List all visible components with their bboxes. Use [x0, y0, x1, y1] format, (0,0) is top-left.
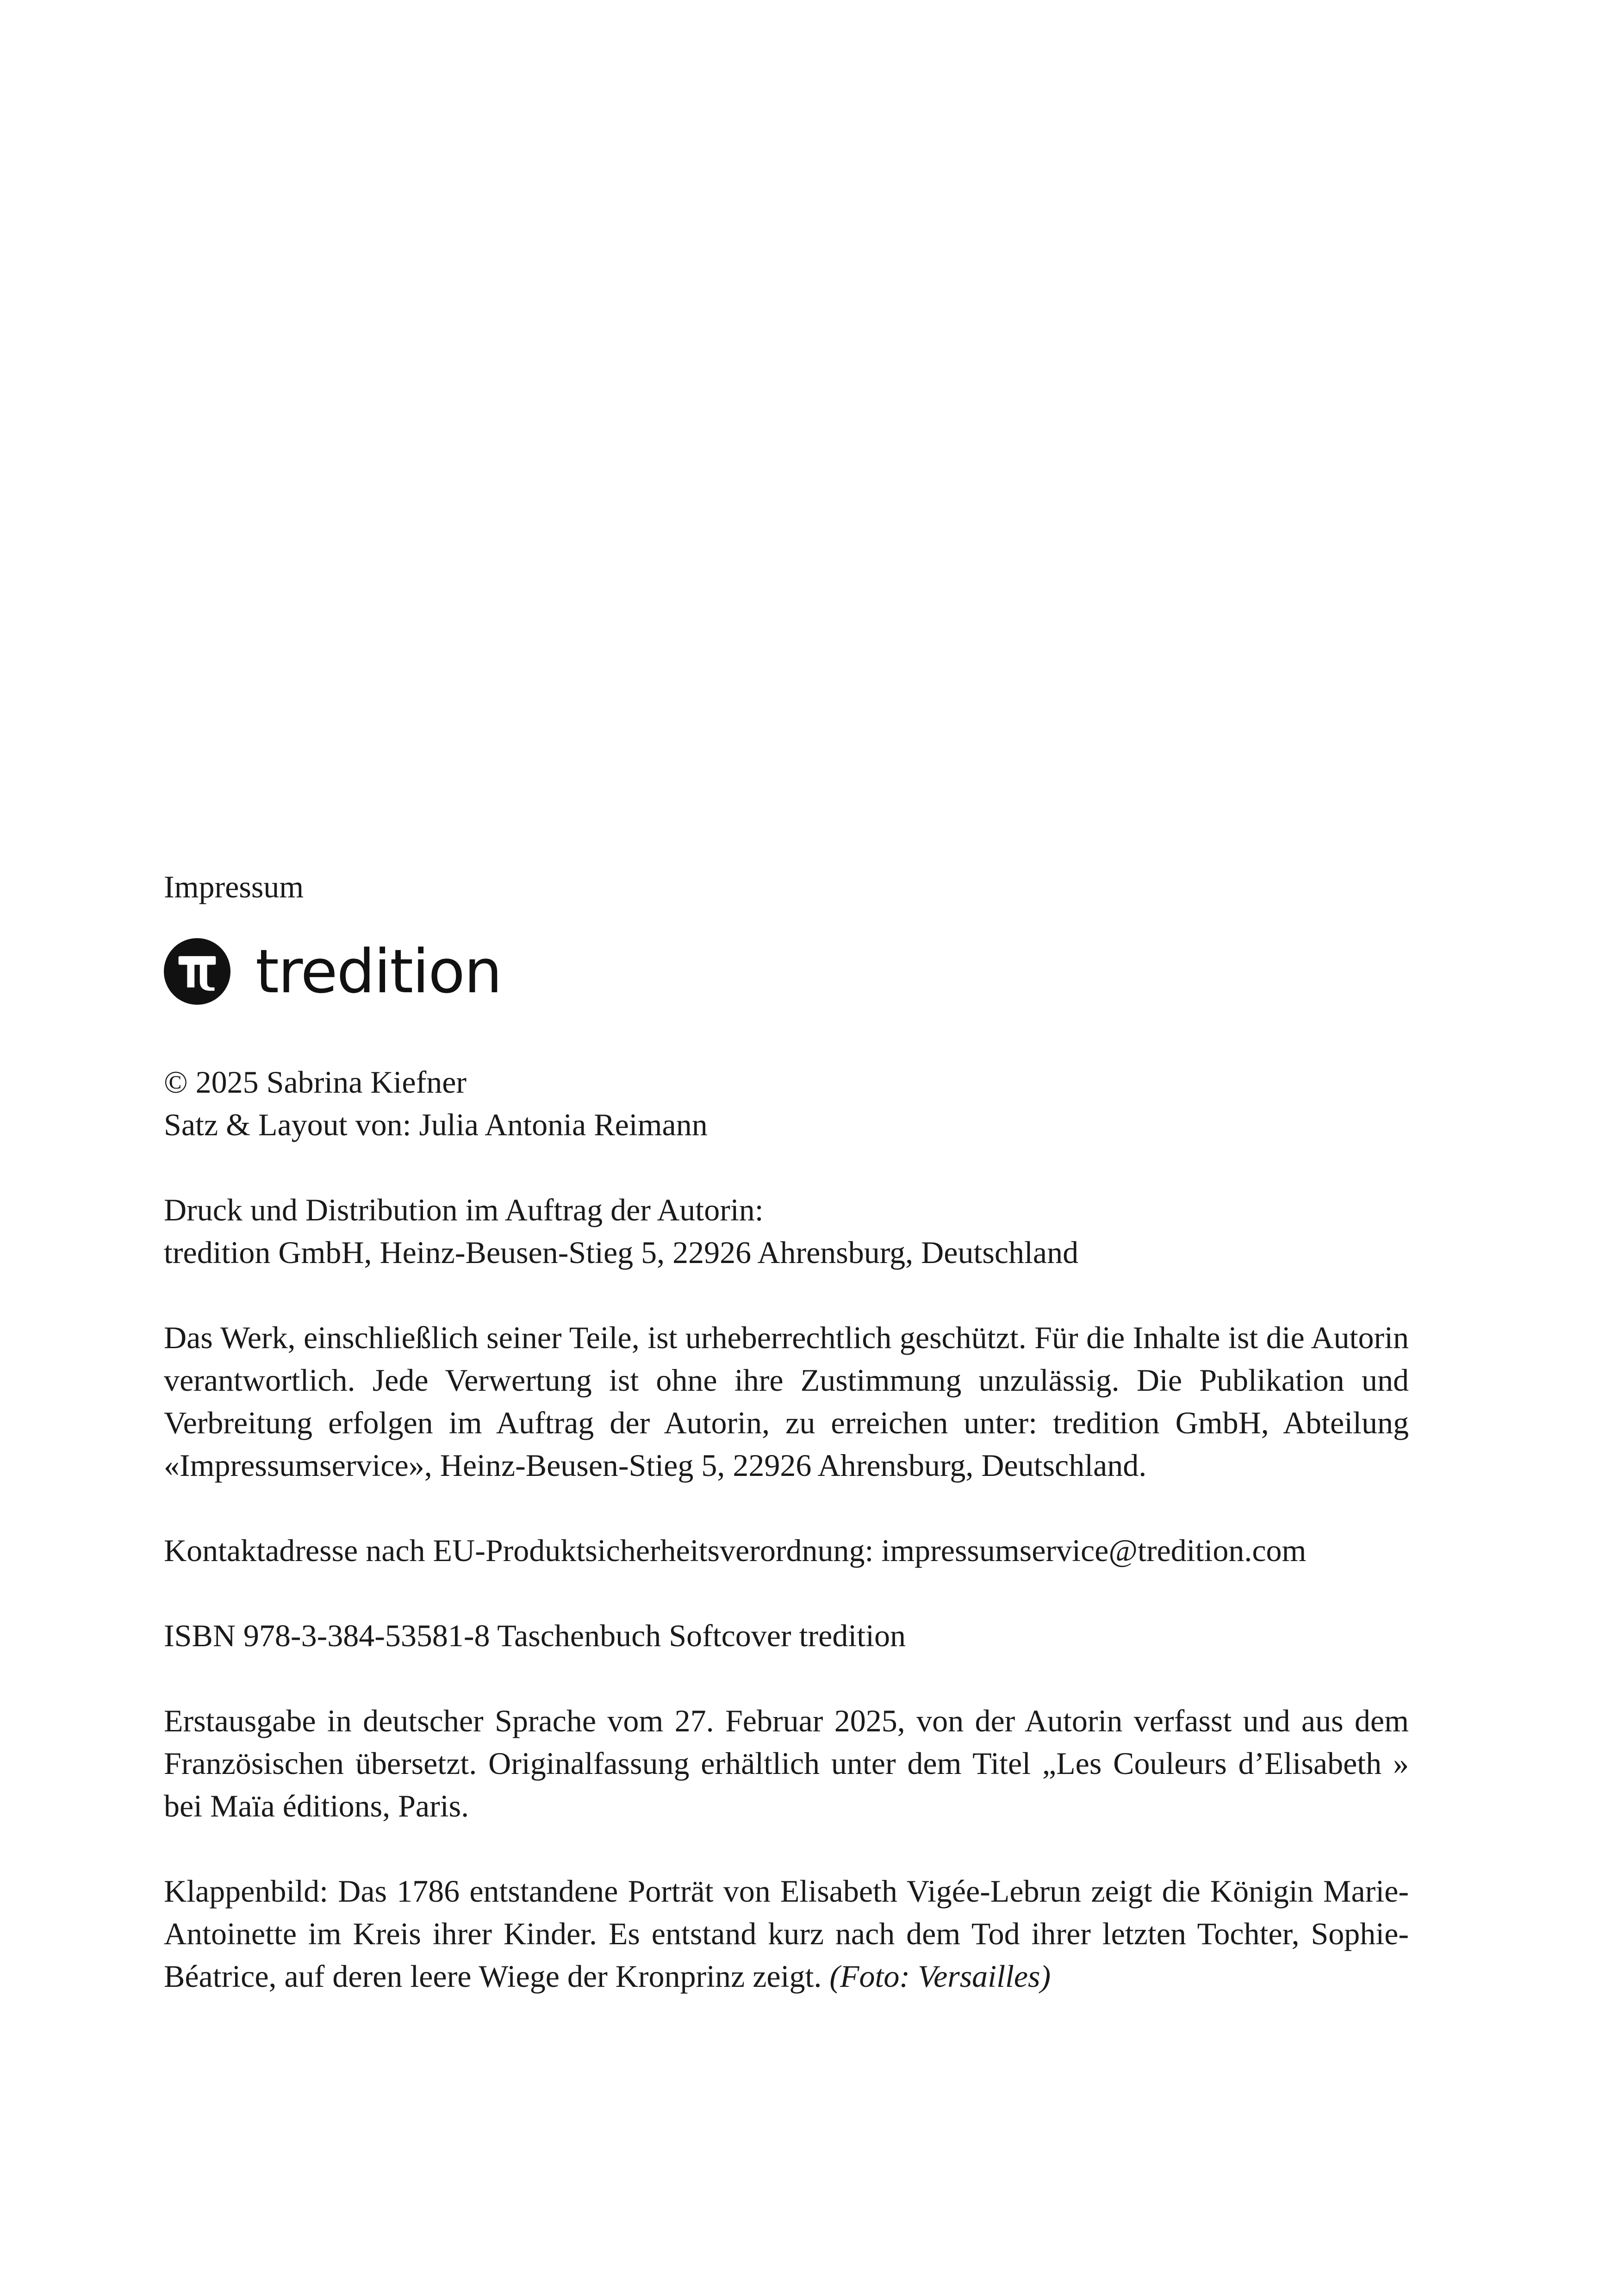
product-safety-contact: Kontaktadresse nach EU-Produktsicherheitsverordnung: impressumservice@tredition.com: [164, 1533, 1307, 1568]
imprint-page: [164, 865, 1409, 1997]
print-distribution-block: [164, 1188, 1409, 1274]
copyright-block: [164, 1061, 1409, 1146]
cover-image-description: Klappenbild: Das 1786 entstandene Porträt von Elisabeth Vigée-Lebrun zeigt die Königin Marie-Antoinette im Kreis ihrer Kinder. Es entstand kurz nach dem Tod ihrer letzten Tochter, Sophie-Béatrice, auf deren leere Wiege der Kronprinz zeigt.: [164, 1873, 1409, 1994]
copyright-line: © 2025 Sabrina Kiefner: [164, 1064, 467, 1100]
isbn-line: ISBN 978-3-384-53581-8 Taschenbuch Softcover tredition: [164, 1618, 906, 1653]
cover-image-note: [164, 1870, 1409, 1997]
publisher-logo: [164, 937, 1409, 1006]
imprint-heading: Impressum: [164, 869, 304, 904]
layout-credit-line: Satz & Layout von: Julia Antonia Reimann: [164, 1107, 708, 1142]
tredition-logo-icon: [164, 938, 230, 1005]
photo-credit: (Foto: Versailles): [829, 1959, 1051, 1994]
print-distribution-label: Druck und Distribution im Auftrag der Autorin:: [164, 1192, 764, 1227]
tredition-wordmark: tredition: [255, 936, 502, 1007]
publisher-address: tredition GmbH, Heinz-Beusen-Stieg 5, 22926 Ahrensburg, Deutschland: [164, 1235, 1079, 1270]
edition-note: Erstausgabe in deutscher Sprache vom 27. Februar 2025, von der Autorin verfasst und aus dem Französischen übersetzt. Originalfassung erhältlich unter dem Titel „Les Couleurs d’Elisabeth » bei Maïa éditions, Paris.: [164, 1703, 1409, 1823]
rights-notice: Das Werk, einschließlich seiner Teile, ist urheberrechtlich geschützt. Für die Inhalte ist die Autorin verantwortlich. Jede Verwertung ist ohne ihre Zustimmung unzulässig. Die Publikation und Verbreitung erfolgen im Auftrag der Autorin, zu erreichen unter: tredition GmbH, Abteilung «Impressumservice», Heinz-Beusen-Stieg 5, 22926 Ahrensburg, Deutschland.: [164, 1320, 1409, 1483]
